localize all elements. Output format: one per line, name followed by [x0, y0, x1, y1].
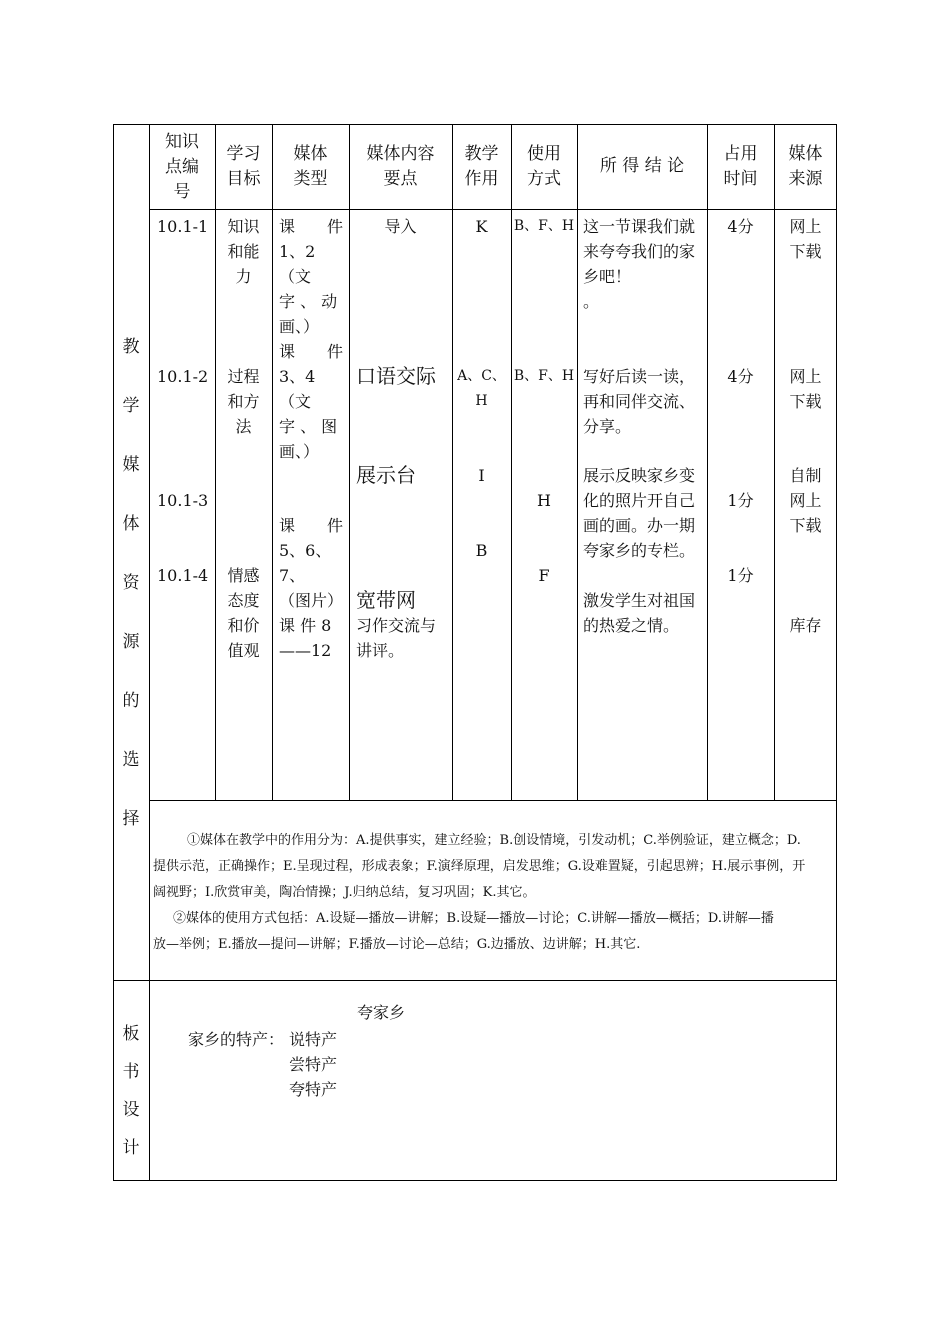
header-time: 占用 时间 [723, 144, 758, 189]
note-line: ①媒体在教学中的作用分为：A.提供事实，建立经验；B.创设情境，引发动机；C.举例验证，建立概念；D. [187, 833, 801, 848]
grid-line [149, 209, 837, 210]
conclusion-cell: 展示反映家乡变 化的照片开自己 画的画。办一期 夸家乡的专栏。 [583, 466, 696, 560]
media-type-cell: 课 件 3、4（文 字 、 图 画、） [279, 342, 344, 461]
goal-cell: 知识 和能 力 [227, 217, 260, 286]
conclusion-cell: 激发学生对祖国 的热爱之情。 [583, 591, 696, 635]
time-cell: 1分 [727, 566, 754, 585]
header-conclusion: 所 得 结 论 [599, 156, 685, 176]
source-cell: 自制 网上 下载 [789, 466, 822, 535]
time-cell: 1分 [727, 491, 754, 510]
label-char: 设 [122, 1100, 140, 1120]
header-source: 媒体 来源 [788, 144, 823, 189]
media-content-cell: 导入 [384, 217, 417, 236]
knowledge-id: 10.1-2 [157, 367, 209, 386]
section-label-board [113, 1015, 149, 1167]
notes-block [153, 828, 833, 958]
label-char: 资 [122, 573, 140, 593]
section-label-media [113, 318, 149, 849]
source-cell: 网上 下载 [789, 217, 822, 261]
teaching-role-cell: I [478, 466, 485, 485]
conclusion-cell: 写好后读一读， 再和同伴交流、 分享。 [583, 367, 696, 436]
label-char: 板 [122, 1024, 140, 1044]
media-content-cell: 习作交流与 讲评。 [356, 616, 437, 660]
usage-cell: F [538, 566, 550, 585]
board-item: 夸特产 [289, 1080, 338, 1099]
goal-cell: 过程 和方 法 [227, 367, 260, 436]
label-char: 教 [122, 337, 140, 357]
label-char: 源 [122, 632, 140, 652]
label-char: 计 [122, 1138, 140, 1158]
label-char: 择 [122, 809, 140, 829]
conclusion-cell: 这一节课我们就 来夸夸我们的家 乡吧！ 。 [583, 217, 696, 311]
media-content-cell: 展示台 [356, 463, 416, 487]
usage-cell: H [537, 491, 551, 510]
board-item: 尝特产 [289, 1055, 338, 1074]
grid-line [113, 980, 837, 981]
grid-line [149, 800, 837, 801]
note-line: 放—举例；E.播放—提问—讲解；F.播放—讨论—总结；G.边播放、边讲解；H.其它. [153, 937, 641, 952]
media-type-cell: 课 件 1、2（文 字 、 动 画、） [279, 217, 344, 336]
note-line: ②媒体的使用方式包括：A.设疑—播放—讲解；B.设疑—播放—讨论；C.讲解—播放—概括；D.讲解—播 [173, 911, 774, 926]
board-title: 夸家乡 [357, 1003, 406, 1022]
label-char: 书 [122, 1062, 140, 1082]
label-char: 选 [122, 750, 140, 770]
grid-line [577, 124, 578, 801]
header-teaching-role: 教学 作用 [464, 144, 499, 189]
teaching-role-cell: A、C、H [457, 368, 506, 409]
grid-line [149, 124, 150, 1181]
header-goal: 学习 目标 [226, 144, 261, 189]
media-type-cell: 课 件 8 ——12 [279, 616, 332, 660]
time-cell: 4分 [727, 367, 754, 386]
header-media-type: 媒体 类型 [293, 144, 328, 189]
usage-cell: B、F、H [513, 368, 575, 384]
knowledge-id: 10.1-3 [157, 491, 209, 510]
board-label: 家乡的特产： [188, 1030, 285, 1049]
teaching-role-cell: K [475, 217, 488, 236]
media-type-cell: 课 件 5、6、7、 （图片） [279, 516, 344, 610]
note-line: 提供示范，正确操作；E.呈现过程，形成表象；F.演绎原理，启发思维；G.设难置疑，引起思辨；H.展示事例，开 [153, 859, 806, 874]
header-knowledge-id: 知识 点编 号 [165, 132, 199, 202]
label-char: 媒 [122, 455, 140, 475]
label-char: 体 [122, 514, 140, 534]
teaching-role-cell: B [475, 541, 488, 560]
knowledge-id: 10.1-4 [157, 566, 209, 585]
board-items [289, 1027, 337, 1102]
usage-cell: B、F、H [513, 218, 575, 234]
goal-cell: 情感 态度 和价 值观 [227, 566, 260, 660]
label-char: 的 [122, 691, 140, 711]
label-char: 学 [122, 396, 140, 416]
media-content-cell: 宽带网 [356, 588, 416, 612]
source-cell: 网上 下载 [789, 367, 822, 411]
media-content-cell: 口语交际 [356, 364, 436, 388]
time-cell: 4分 [727, 217, 754, 236]
board-item: 说特产 [289, 1030, 338, 1049]
header-media-content: 媒体内容 要点 [366, 144, 435, 189]
grid-line [272, 124, 273, 801]
knowledge-id: 10.1-1 [157, 217, 209, 236]
note-line: 阔视野；I.欣赏审美，陶冶情操；J.归纳总结，复习巩固；K.其它。 [153, 885, 536, 900]
header-usage: 使用 方式 [527, 144, 561, 189]
source-cell: 库存 [789, 616, 822, 635]
